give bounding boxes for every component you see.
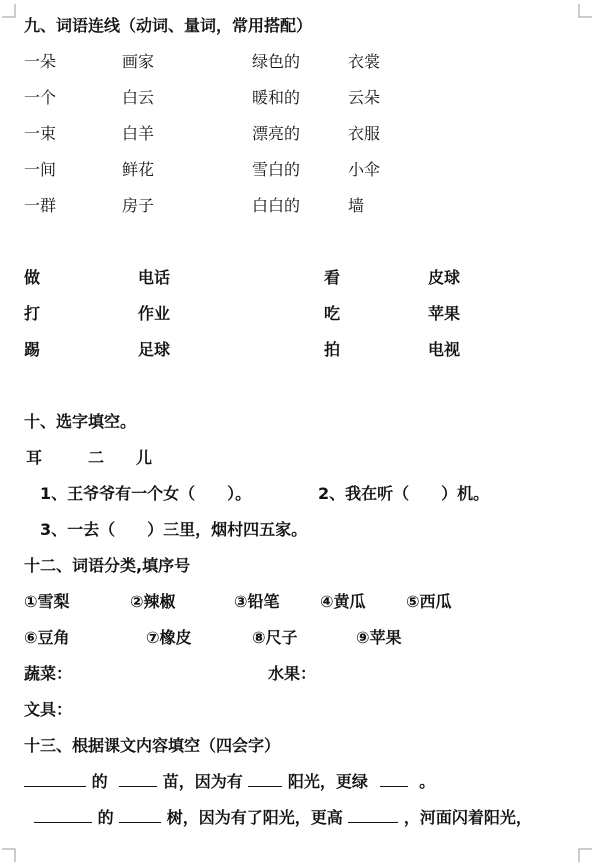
blank-line-1-a[interactable] [24,772,86,787]
corner-mark-bottom-left [2,848,16,862]
verb-right-2-2: 苹果 [428,304,461,323]
fill-line-1-part-2: 苗，因为有 [162,772,243,791]
match-left-2-1: 一个 [24,88,57,107]
classify-item-6: ⑥豆角 [24,628,70,647]
classify-item-5: ⑤西瓜 [406,592,452,611]
fill-line-1 [24,772,435,792]
match-left-5-1: 一群 [24,196,57,215]
verb-right-2-1: 吃 [324,304,341,323]
fill-question-2: 2、我在听（ ）机。 [318,484,490,503]
fill-question-3: 3、一去（ ）三里，烟村四五家。 [40,520,308,539]
section-12-title: 十二、词语分类,填序号 [24,556,191,575]
corner-mark-bottom-right [578,848,592,862]
verb-left-3-2: 足球 [138,340,171,359]
classify-item-7: ⑦橡皮 [146,628,192,647]
verb-right-1-1: 看 [324,268,341,287]
corner-mark-top-left [2,4,16,18]
classify-item-8: ⑧尺子 [252,628,298,647]
fill-line-1-part-3: 阳光，更绿 [287,772,368,791]
match-left-4-1: 一间 [24,160,57,179]
fill-line-1-part-1: 的 [91,772,108,791]
blank-line-2-b[interactable] [119,808,161,823]
classify-item-2: ②辣椒 [130,592,176,611]
blank-line-1-c[interactable] [248,772,282,787]
classify-item-9: ⑨苹果 [356,628,402,647]
blank-line-2-c[interactable] [348,808,398,823]
verb-left-1-2: 电话 [138,268,171,287]
match-left-5-2: 房子 [122,196,155,215]
match-right-3-2: 衣服 [348,124,381,143]
char-option-2: 二 [88,448,105,467]
match-left-1-2: 画家 [122,52,155,71]
blank-line-2-a[interactable] [34,808,92,823]
match-left-1-1: 一朵 [24,52,57,71]
verb-right-1-2: 皮球 [428,268,461,287]
verb-left-2-1: 打 [24,304,41,323]
verb-left-3-1: 踢 [24,340,41,359]
match-right-2-2: 云朵 [348,88,381,107]
match-right-1-2: 衣裳 [348,52,381,71]
verb-right-3-2: 电视 [428,340,461,359]
match-right-1-1: 绿色的 [252,52,301,71]
match-left-3-1: 一束 [24,124,57,143]
blank-line-1-b[interactable] [119,772,157,787]
blank-line-1-d[interactable] [380,772,408,787]
section-9-title: 九、词语连线（动词、量词，常用搭配） [24,16,313,35]
fill-question-1: 1、王爷爷有一个女（ ）。 [40,484,252,503]
classify-item-4: ④黄瓜 [320,592,366,611]
match-right-4-1: 雪白的 [252,160,301,179]
section-10-title: 十、选字填空。 [24,412,137,431]
match-left-2-2: 白云 [122,88,155,107]
match-right-5-1: 白白的 [252,196,301,215]
match-left-4-2: 鲜花 [122,160,155,179]
section-13-title: 十三、根据课文内容填空（四会字） [24,736,281,755]
verb-right-3-1: 拍 [324,340,341,359]
classify-item-1: ①雪梨 [24,592,70,611]
fill-line-1-part-4: 。 [419,772,436,791]
verb-left-2-2: 作业 [138,304,171,323]
fill-line-2-part-3: ，河面闪着阳光， [403,808,532,827]
char-option-3: 儿 [136,448,153,467]
classify-item-3: ③铅笔 [234,592,280,611]
fill-line-2 [34,808,532,828]
fill-line-2-part-2: 树，因为有了阳光，更高 [166,808,343,827]
verb-left-1-1: 做 [24,268,41,287]
vegetables-label: 蔬菜： [24,664,73,683]
match-right-4-2: 小伞 [348,160,381,179]
stationery-label: 文具： [24,700,73,719]
match-right-5-2: 墙 [348,196,365,215]
char-option-1: 耳 [26,448,43,467]
match-right-3-1: 漂亮的 [252,124,301,143]
fruits-label: 水果： [268,664,317,683]
match-right-2-1: 暖和的 [252,88,301,107]
corner-mark-top-right [578,4,592,18]
match-left-3-2: 白羊 [122,124,155,143]
fill-line-2-part-1: 的 [97,808,114,827]
